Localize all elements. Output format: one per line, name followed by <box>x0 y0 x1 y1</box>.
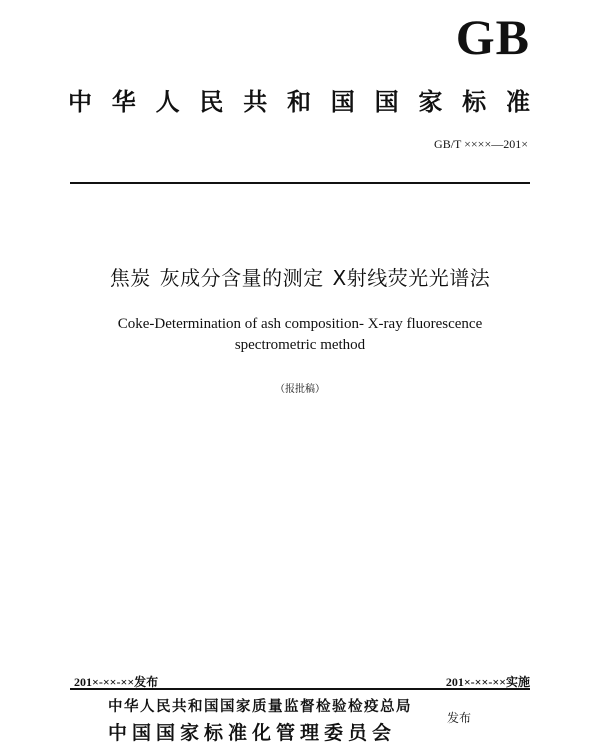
issue-date: 201×-××-××发布 <box>74 675 159 689</box>
issuer-sac: 中国国家标准化管理委员会 <box>108 722 397 744</box>
heading-char: 家 <box>418 88 443 116</box>
title-english-line-2: spectrometric method <box>234 337 366 353</box>
header-divider <box>70 182 530 184</box>
heading-char: 国 <box>330 88 355 116</box>
heading-char: 人 <box>155 88 180 116</box>
heading-char: 和 <box>286 88 311 116</box>
gb-logo: GB <box>455 9 530 65</box>
draft-status: （报批稿） <box>275 384 325 395</box>
title-english <box>0 314 600 356</box>
issuer-aqsiq: 中华人民共和国国家质量监督检验检疫总局 <box>108 699 412 715</box>
title-english-line-1: Coke-Determination of ash composition- X-ray fluorescence <box>117 316 483 332</box>
heading-char: 中 <box>68 88 92 116</box>
heading-char: 标 <box>462 88 487 116</box>
heading-char: 国 <box>374 88 399 116</box>
title-chinese: 焦炭 灰成分含量的测定 X射线荧光光谱法 <box>109 266 491 290</box>
heading-char: 准 <box>505 88 530 116</box>
heading-char: 共 <box>243 88 268 116</box>
national-standard-heading <box>68 90 530 114</box>
implement-date: 201×-××-××实施 <box>445 675 530 689</box>
standard-number: GB/T ××××—201× <box>434 137 528 151</box>
footer-divider <box>70 688 530 690</box>
heading-char: 民 <box>199 88 224 116</box>
publish-label: 发布 <box>447 711 472 725</box>
heading-char: 华 <box>111 88 136 116</box>
